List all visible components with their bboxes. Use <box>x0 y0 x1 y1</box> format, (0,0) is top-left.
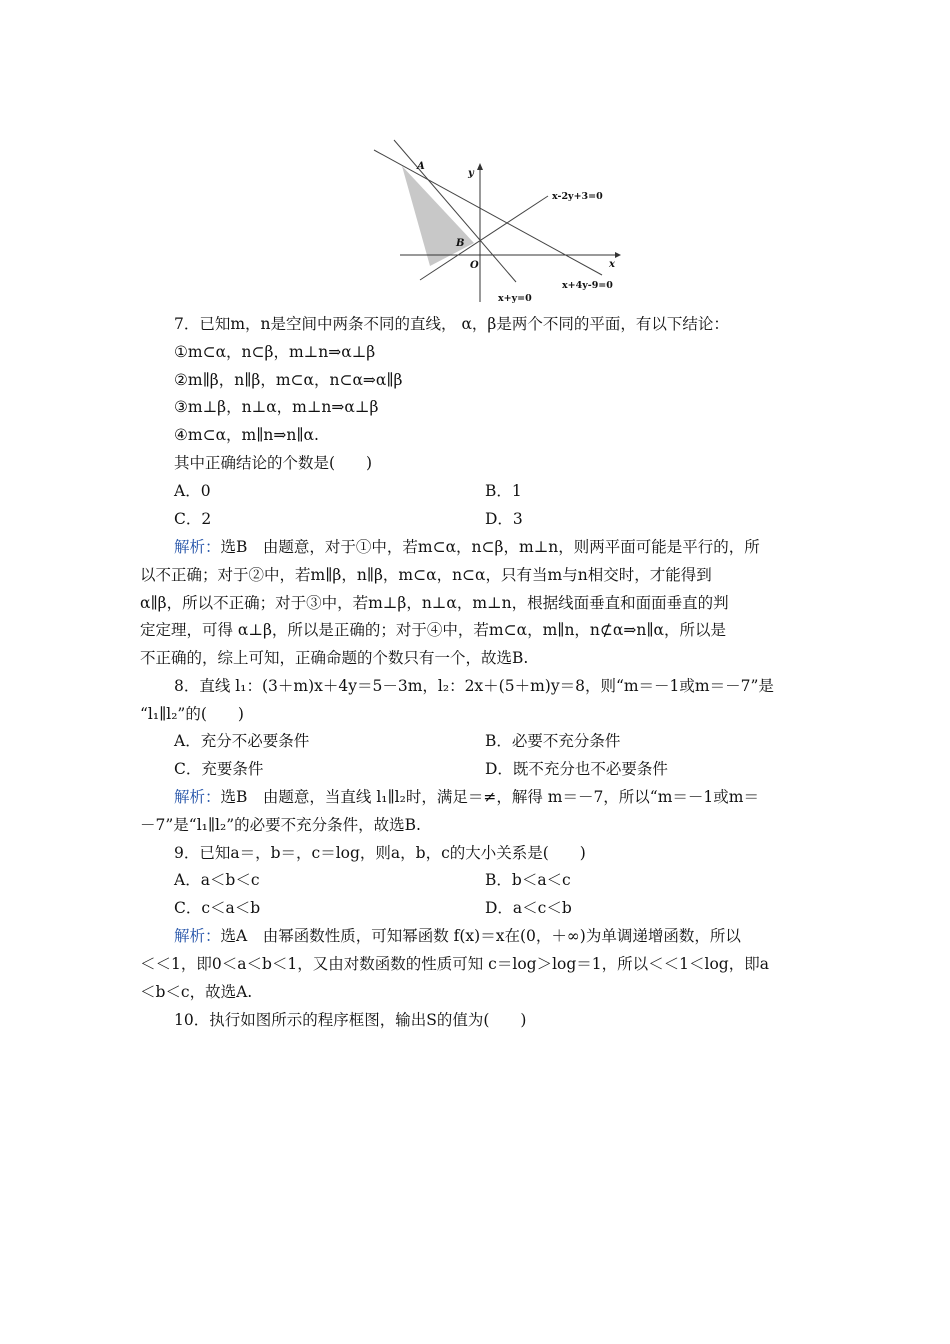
q9-analysis-line-2: ＜＜1，即0＜a＜b＜1，又由对数函数的性质可知 c＝log＞log＝1，所以＜＜1＜log，即a <box>140 955 769 973</box>
q7-option-b: B．1 <box>485 482 522 500</box>
origin-label: O <box>470 260 479 271</box>
q8-option-d: D．既不充分也不必要条件 <box>485 760 668 778</box>
shaded-region <box>402 166 474 266</box>
q10-stem: 10．执行如图所示的程序框图，输出S的值为( ) <box>174 1011 527 1029</box>
q8-stem-line-2: “l₁∥l₂”的( ) <box>140 705 244 723</box>
x-axis-label: x <box>609 259 615 270</box>
q8-stem-line-1: 8．直线 l₁：(3＋m)x＋4y＝5－3m，l₂：2x＋(5＋m)y＝8，则“m＝－1或m＝－7”是 <box>174 677 774 695</box>
line-x-plus-4y <box>374 150 602 275</box>
analysis-text: 选B 由题意，对于①中，若m⊂α，n⊂β，m⊥n，则两平面可能是平行的，所 <box>220 538 760 556</box>
q8-option-a: A．充分不必要条件 <box>174 732 310 750</box>
x-axis-arrow <box>615 252 621 258</box>
q7-option-a: A．0 <box>174 482 211 500</box>
q7-option-c: C．2 <box>174 510 212 528</box>
region-graph <box>370 130 630 310</box>
q7-analysis-line-5: 不正确的，综上可知，正确命题的个数只有一个，故选B. <box>140 649 529 667</box>
analysis-text: 选A 由幂函数性质，可知幂函数 f(x)＝x在(0，＋∞)为单调递增函数，所以 <box>220 927 741 945</box>
q7-ask: 其中正确结论的个数是( ) <box>174 454 373 472</box>
q9-analysis-line-1 <box>174 926 741 946</box>
line-x-plus-y <box>394 140 516 282</box>
q8-analysis-line-2: －7”是“l₁∥l₂”的必要不充分条件，故选B. <box>140 816 421 834</box>
q7-analysis-line-3: α∥β，所以不正确；对于③中，若m⊥β，n⊥α，m⊥n，根据线面垂直和面面垂直的判 <box>140 594 729 612</box>
q7-option-d: D．3 <box>485 510 523 528</box>
q9-option-d: D．a＜c＜b <box>485 899 572 917</box>
point-A-label: A <box>417 161 425 172</box>
q7-item-4: ④m⊂α，m∥n⇒n∥α. <box>174 426 319 444</box>
q8-option-b: B．必要不充分条件 <box>485 732 621 750</box>
analysis-label: 解析： <box>174 788 221 806</box>
y-axis-arrow <box>477 163 483 170</box>
analysis-label: 解析： <box>174 538 221 556</box>
q7-item-3: ③m⊥β，n⊥α，m⊥n⇒α⊥β <box>174 398 379 416</box>
q8-analysis-line-1 <box>174 787 759 807</box>
q7-analysis-line-4: 定定理，可得 α⊥β，所以是正确的；对于④中，若m⊂α，m∥n，n⊄α⇒n∥α，所以是 <box>140 621 726 639</box>
q9-analysis-line-3: ＜b＜c，故选A. <box>140 983 253 1001</box>
q9-option-a: A．a＜b＜c <box>174 871 260 889</box>
q9-stem: 9．已知a＝，b＝，c＝log，则a，b，c的大小关系是( ) <box>174 844 586 862</box>
q7-item-2: ②m∥β，n∥β，m⊂α，n⊂α⇒α∥β <box>174 371 403 389</box>
q7-analysis-line-1 <box>174 537 760 557</box>
q8-option-c: C．充要条件 <box>174 760 264 778</box>
q9-option-c: C．c＜a＜b <box>174 899 261 917</box>
y-axis-label: y <box>468 168 474 179</box>
analysis-label: 解析： <box>174 927 221 945</box>
q9-option-b: B．b＜a＜c <box>485 871 571 889</box>
q7-analysis-line-2: 以不正确；对于②中，若m∥β，n∥β，m⊂α，n⊂α，只有当m与n相交时，才能得到 <box>140 566 712 584</box>
eq-label-1: x-2y+3=0 <box>552 191 603 202</box>
point-B-label: B <box>456 238 465 249</box>
q7-item-1: ①m⊂α，n⊂β，m⊥n⇒α⊥β <box>174 343 376 361</box>
eq-label-3: x+y=0 <box>498 293 532 304</box>
eq-label-2: x+4y-9=0 <box>562 280 613 291</box>
region-figure <box>370 130 630 310</box>
analysis-text: 选B 由题意，当直线 l₁∥l₂时，满足＝≠，解得 m＝－7，所以“m＝－1或m＝ <box>220 788 759 806</box>
q7-stem: 7．已知m，n是空间中两条不同的直线， α，β是两个不同的平面，有以下结论： <box>174 315 729 333</box>
